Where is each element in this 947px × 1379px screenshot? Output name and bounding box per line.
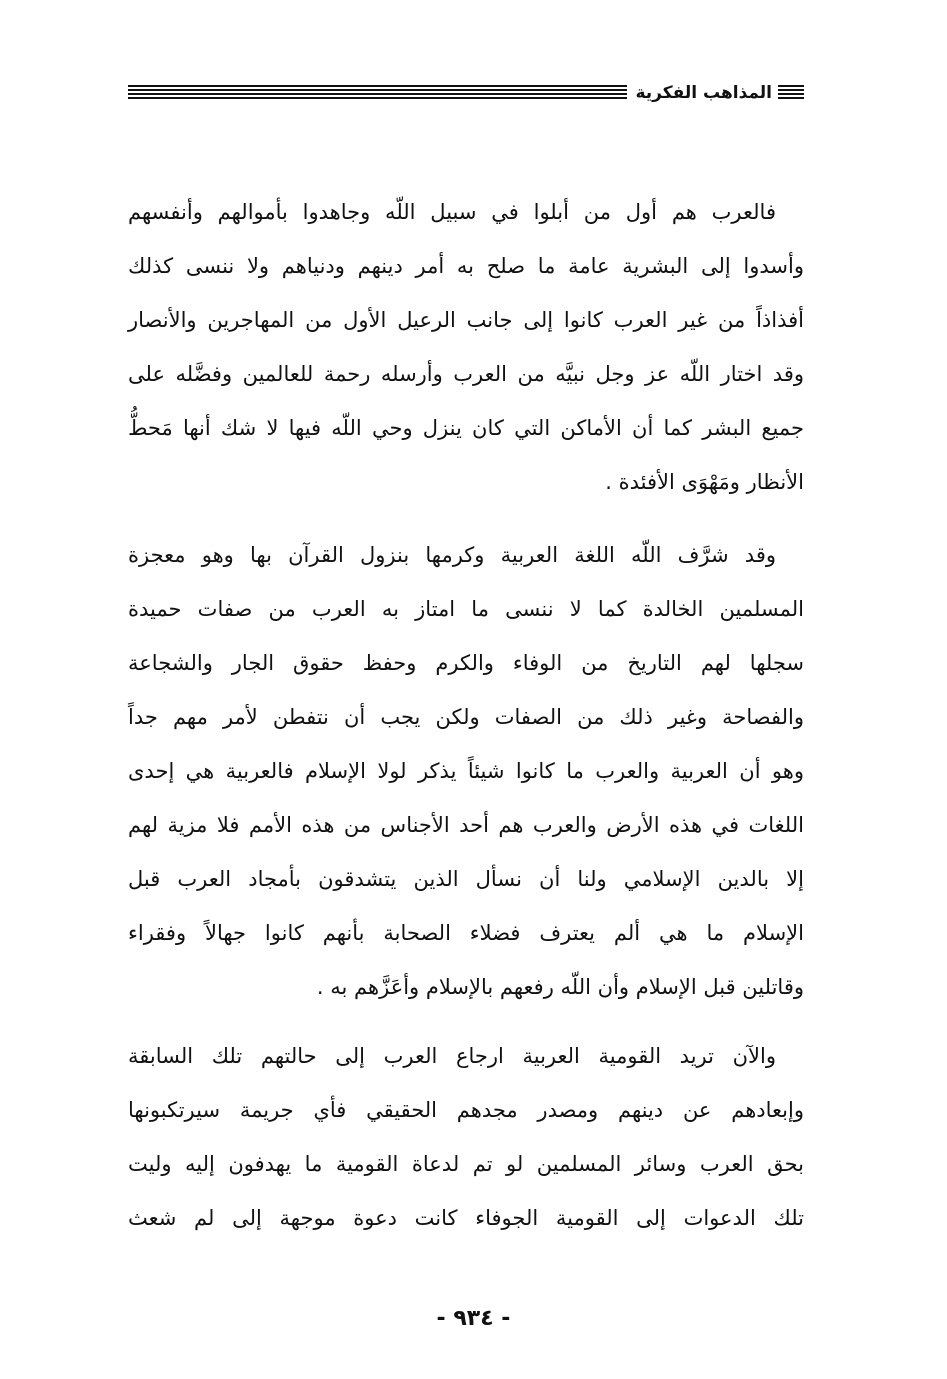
text-line: فالعرب هم أول من أبلوا في سبيل اللّه وجاهدوا بأموالهم وأنفسهم: [128, 200, 776, 224]
text-line: وقد شرَّف اللّه اللغة العربية وكرمها بنزول القرآن بها وهو معجزة: [128, 543, 776, 567]
text-line: تلك الدعوات إلى القومية الجوفاء كانت دعوة موجهة إلى لم شعث: [128, 1206, 804, 1230]
text-line: وإبعادهم عن دينهم ومصدر مجدهم الحقيقي فأي جريمة سيرتكبونها: [128, 1098, 804, 1122]
header-ornament-short: [778, 85, 804, 101]
text-line: الإسلام ما هي ألم يعترف فضلاء الصحابة بأنهم كانوا جهالاً وفقراء: [128, 921, 804, 945]
text-line: جميع البشر كما أن الأماكن التي كان ينزل وحي اللّه فيها لا شك أنها مَحطُّ: [128, 416, 804, 440]
text-line: والفصاحة وغير ذلك من الصفات ولكن يجب أن نتفطن لأمر مهم جداً: [128, 705, 804, 729]
text-line: الأنظار ومَهْوَى الأفئدة .: [605, 470, 804, 494]
text-line: والآن تريد القومية العربية ارجاع العرب إلى حالتهم تلك السابقة: [128, 1044, 776, 1068]
text-line: اللغات في هذه الأرض والعرب هم أحد الأجناس من هذه الأمم فلا مزية لهم: [128, 813, 804, 837]
header-ornament-rule: [128, 85, 627, 101]
paragraph-3: [128, 1036, 804, 1238]
text-line: وهو أن العربية والعرب ما كانوا شيئاً يذكر لولا الإسلام فالعربية هي إحدى: [128, 759, 804, 783]
paragraph-2: [128, 535, 804, 1007]
text-line: بحق العرب وسائر المسلمين لو تم لدعاة القومية ما يهدفون إليه وليت: [128, 1152, 804, 1176]
text-line: وقاتلين قبل الإسلام وأن اللّه رفعهم بالإسلام وأعَزَّهم به .: [316, 975, 804, 999]
running-header: [128, 78, 804, 108]
text-line: أفذاذاً من غير العرب كانوا إلى جانب الرعيل الأول من المهاجرين والأنصار: [128, 308, 804, 332]
header-title: المذاهب الفكرية: [635, 82, 772, 103]
text-line: المسلمين الخالدة كما لا ننسى ما امتاز به العرب من صفات حميدة: [128, 597, 804, 621]
text-line: إلا بالدين الإسلامي ولنا أن نسأل الذين يتشدقون بأمجاد العرب قبل: [128, 867, 804, 891]
text-line: وقد اختار اللّه عز وجل نبيَّه من العرب وأرسله رحمة للعالمين وفضَّله على: [128, 362, 804, 386]
text-line: وأسدوا إلى البشرية عامة ما صلح به أمر دينهم ودنياهم ولا ننسى كذلك: [128, 254, 804, 278]
page-number: - ٩٣٤ -: [436, 1306, 511, 1331]
text-line: سجلها لهم التاريخ من الوفاء والكرم وحفظ حقوق الجار والشجاعة: [128, 651, 804, 675]
paragraph-1: [128, 192, 804, 502]
